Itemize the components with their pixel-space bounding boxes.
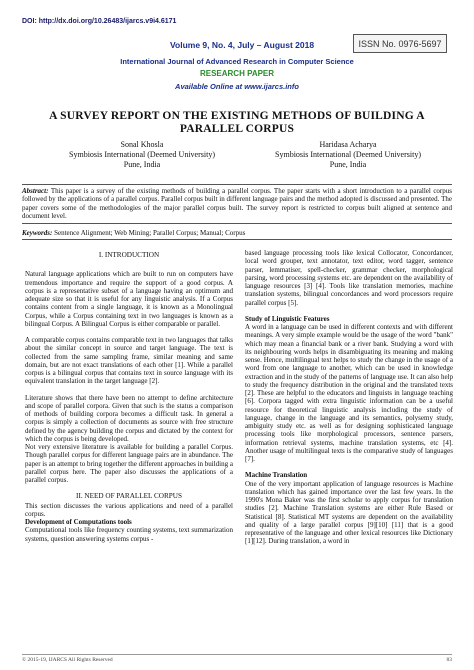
- paragraph: Natural language applications which are built to run on computers have tremendous importance and require the support of a good corpus. A corpus is a representative subset of a language having an optimum and adequate size so that it is useful for any linguistic analysis. If a Corpus contains content from a single language, it is known as a Monolingual Corpus, while a Corpus containing text in two languages is known as a bilingual Corpus. A Bilingual Corpus is either comparable or parallel.: [25, 270, 233, 328]
- author-name: Haridasa Acharya: [319, 140, 377, 149]
- doi-link[interactable]: DOI: http://dx.doi.org/10.26483/ijarcs.v9i4.6171: [22, 18, 177, 25]
- paper-type: RESEARCH PAPER: [199, 69, 275, 78]
- author-2: [248, 140, 448, 170]
- copyright: © 2015-19, IJARCS All Rights Reserved: [22, 657, 113, 663]
- subheading: Machine Translation: [245, 471, 308, 480]
- abstract: [22, 184, 452, 224]
- title-line-1: A SURVEY REPORT ON THE EXISTING METHODS OF BUILDING A: [49, 110, 425, 122]
- online-link[interactable]: Available Online at www.ijarcs.info: [175, 82, 299, 91]
- author-1: [42, 140, 242, 170]
- keywords-text: Sentence Alignment; Web Mining; Parallel Corpus; Manual; Corpus: [52, 229, 246, 237]
- paragraph: One of the very important application of language resources is Machine translation which has gained importance over the last few years. In the 1990's Mona Baker was the first scholar to apply corpus for translation studies [2]. Machine Translation systems are either Rule Based or Statistical [8]. Statistical MT systems are dependent on the availability and quality of a large parallel corpus [9][10] [11] that is a good representative of the language and other lexical resources like Dictionary [1][12]. During translation, a word in: [245, 479, 453, 546]
- subheading: Development of Computations tools: [25, 518, 132, 526]
- paragraph: A comparable corpus contains comparable text in two languages that talks about the similar concept in source and target language. The text is collected from the same sampling frame, similar meaning and same domain, but are not exact translations of each other [1]. While a parallel corpus is a bilingual corpus that contains text in source language with its equivalent translation in the target language [2].: [25, 336, 233, 386]
- keywords-label: Keywords:: [22, 229, 53, 237]
- paragraph: Computational tools like frequency counting systems, text summarization systems, question answering systems corpus -: [25, 526, 233, 543]
- page-footer: [22, 654, 452, 663]
- author-location: Pune, India: [329, 160, 367, 169]
- volume-info: Volume 9, No. 4, July – August 2018: [170, 40, 315, 50]
- left-column: [25, 249, 233, 543]
- keywords: [22, 229, 452, 240]
- subheading: Study of Linguistic Features: [245, 314, 330, 323]
- section-heading-introduction: I. INTRODUCTION: [98, 251, 160, 259]
- paragraph: based language processing tools like lexical Collocator, Concordancer, local word grouper, text annotator, text editor, word tagger, sentence parser, lemmatiser, spell-checker, grammar checker, morphological parsing, word processing systems etc. are dependent on the availability of language resources [3] [4]. Tools like translation memories, machine translation systems, bilingual concordances and word processors require parallel corpus [5].: [245, 249, 453, 307]
- paragraph: This section discusses the various applications and need of a parallel corpus.: [25, 501, 233, 518]
- abstract-text: This paper is a survey of the existing methods of building a parallel corpus. The paper starts with a short introduction to a parallel corpus followed by the applications of a parallel corpus. Parallel corpus built in different language pairs and the method adopted is discussed and presented. The paper covers some of the methodologies of the major parallel corpus built. The survey report is restricted to corpus built aligned at sentence and document level.: [22, 187, 452, 220]
- paper-title: [40, 110, 434, 136]
- abstract-label: Abstract:: [22, 187, 49, 195]
- page-number: 83: [446, 657, 452, 663]
- issn-box: [353, 34, 447, 53]
- author-location: Pune, India: [123, 160, 161, 169]
- paragraph: Literature shows that there have been no attempt to define architecture and scope of parallel corpora. Given that such is the status a comparison of methods of building corpora becomes a difficult task. In general a corpus is simply a collection of documents as source with free structure defined by the agency building the corpus and dictated by the context for which the corpus is being developed.: [25, 393, 233, 443]
- author-name: Sonal Khosla: [120, 140, 164, 149]
- issn-text: ISSN No. 0976-5697: [358, 38, 442, 49]
- title-line-2: PARALLEL CORPUS: [179, 123, 295, 135]
- section-heading-need: II. NEED OF PARALLEL CORPUS: [76, 492, 182, 501]
- paragraph: A word in a language can be used in different contexts and with different meanings. A very simple example would be the usage of the word "bank" which may mean a financial bank or a river bank. Studying a word with its neighbouring words helps in disambiguating its meaning and making sense. Hence, multilingual text helps to study the change in the usage of a word from one language to another, which can be used in knowledge extraction and in the study of the patterns of language use. It can also help to study the frequency distribution in the original and the translated texts [2]. These are helpful to the educators and linguists in language teaching [6]. Corpora tagged with extra linguistic information can be a useful resource for theoretical linguistic analysis including the study of language, change in the language and its semantics, polysemy study, ambiguity study etc. as well as for designing sophisticated language processing tools like morphological processors, sentence parsers, information retrieval systems, machine translation systems, etc [4]. Another usage of multilingual texts is the comparative study of languages [7].: [245, 323, 453, 463]
- paragraph: Not very extensive literature is available for building a parallel Corpus. Though parallel corpus for different language pairs are in abundance. The paper is an attempt to bring together the different approaches in building a parallel corpus here. The paper also discusses the applications of a parallel corpus.: [25, 443, 233, 484]
- author-affiliation: Symbiosis International (Deemed University): [69, 150, 215, 159]
- journal-name: International Journal of Advanced Research in Computer Science: [120, 57, 354, 66]
- right-column: [245, 249, 453, 546]
- author-affiliation: Symbiosis International (Deemed University): [275, 150, 421, 159]
